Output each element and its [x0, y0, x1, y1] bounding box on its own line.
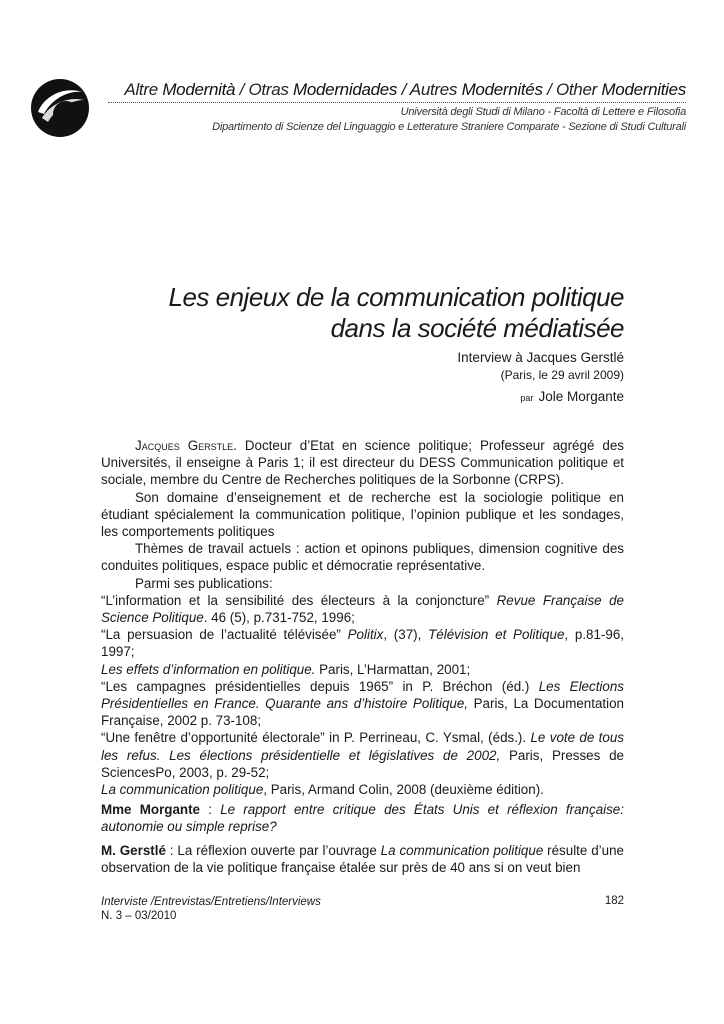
bio-paragraph: Jacques Gerstle. Docteur d’Etat en science politique; Professeur agrégé des Universités, il enseigne à Paris 1; il est directeur du DESS Communication politique et sociale, membre du Centre de Recherches politiques de la Sorbonne (CRPS).: [101, 438, 624, 488]
publication-item: Les effets d’information en politique. Paris, L’Harmattan, 2001;: [101, 661, 471, 677]
footer-section: Interviste /Entrevistas/Entretiens/Interviews: [101, 896, 321, 908]
page-number: 182: [604, 895, 624, 907]
question-speaker: Mme Morgante: [101, 802, 200, 817]
publication-item: La communication politique, Paris, Armand Colin, 2008 (deuxième édition).: [101, 782, 544, 798]
affiliation-department: Dipartimento di Scienze del Linguaggio e Letterature Straniere Comparate - Sezione di Studi Culturali: [212, 121, 686, 133]
article-title-line2: dans la société médiatisée: [330, 313, 624, 343]
publication-item: “Les campagnes présidentielles depuis 1965” in P. Bréchon (éd.) Les Elections Présidentielles en France. Quarante ans d’histoire Politique, Paris, La Documentation Française, 2002 p. 73-108;: [101, 678, 624, 729]
page-footer: [101, 895, 321, 923]
interview-question: Mme Morgante : Le rapport entre critique des États Unis et réflexion française: autonomie ou simple reprise?: [101, 802, 624, 835]
answer-speaker: M. Gerstlé: [101, 843, 166, 858]
header-divider: [108, 102, 686, 103]
interview-answer: M. Gerstlé : La réflexion ouverte par l’ouvrage La communication politique résulte d’une observation de la vie politique française étalée sur près de 40 ans si on veut bien: [101, 843, 624, 876]
bio-name: Jacques Gerstle: [135, 438, 234, 453]
affiliation-university: Università degli Studi di Milano - Facoltà di Lettere e Filosofia: [400, 106, 686, 118]
interview-date: (Paris, le 29 avril 2009): [500, 368, 624, 382]
article-title-line1: Les enjeux de la communication politique: [168, 282, 624, 312]
bio-paragraph: Son domaine d’enseignement et de recherche est la sociologie politique en étudiant spécialement la communication politique, l’opinion publique et les sondages, les comportements politiques: [101, 489, 624, 540]
journal-logo: [30, 78, 90, 138]
interview-subtitle: Interview à Jacques Gerstlé: [457, 350, 624, 365]
bio-section: [101, 437, 624, 798]
publication-item: “L’information et la sensibilité des électeurs à la conjoncture” Revue Française de Science Politique. 46 (5), p.731-752, 1996;: [101, 592, 624, 626]
bio-paragraph: Thèmes de travail actuels : action et opinons publiques, dimension cognitive des conduites politiques, espace public et démocratie représentative.: [101, 541, 624, 574]
publications-heading: Parmi ses publications:: [135, 575, 273, 591]
publication-item: “Une fenêtre d’opportunité électorale” in P. Perrineau, C. Ysmal, (éds.). Le vote de tous les refus. Les élections présidentielle et législatives de 2002, Paris, Presses de SciencesPo, 2003, p. 29-52;: [101, 730, 624, 780]
author-name: Jole Morgante: [538, 389, 624, 404]
byline: [300, 389, 624, 404]
footer-issue: N. 3 – 03/2010: [101, 910, 177, 922]
publication-item: “La persuasion de l’actualité télévisée” Politix, (37), Télévision et Politique, p.81-96, 1997;: [101, 627, 625, 660]
byline-par: par: [520, 393, 534, 403]
journal-title: Altre Modernità / Otras Modernidades / Autres Modernités / Other Modernities: [124, 80, 686, 99]
question-text: Le rapport entre critique des États Unis et réflexion française: autonomie ou simple reprise?: [101, 802, 624, 835]
